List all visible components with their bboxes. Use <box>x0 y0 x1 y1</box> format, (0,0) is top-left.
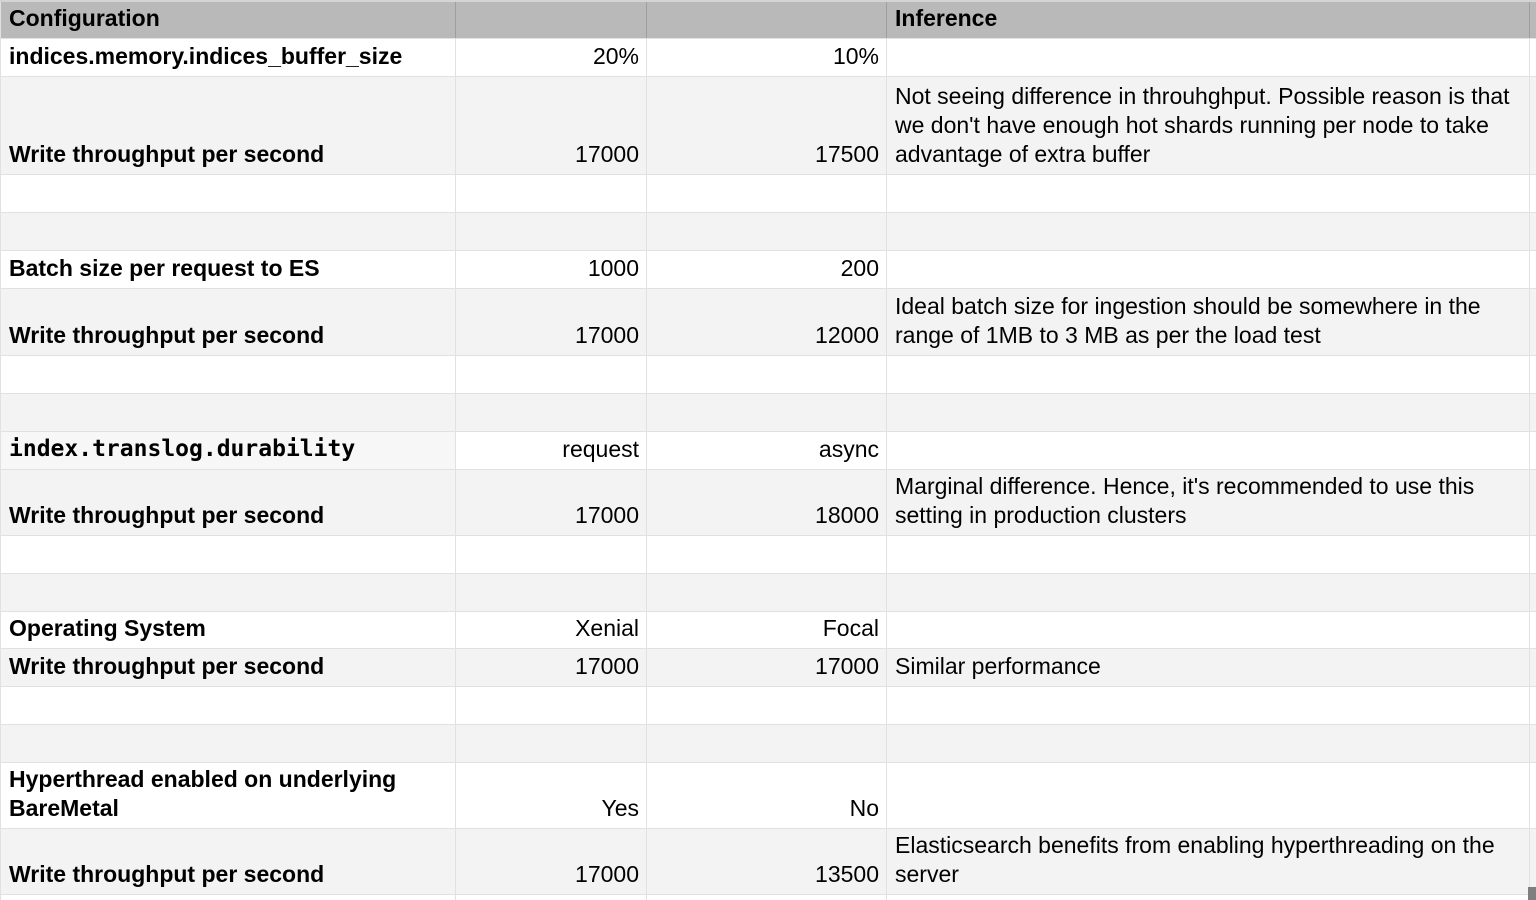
table-cell[interactable] <box>647 536 887 574</box>
table-cell[interactable] <box>647 895 887 900</box>
table-cell[interactable] <box>1 394 456 432</box>
table-cell[interactable] <box>1 687 456 725</box>
table-row <box>1 432 1536 470</box>
table-cell[interactable] <box>647 687 887 725</box>
table-cell[interactable] <box>647 725 887 763</box>
table-cell[interactable]: 200 <box>647 251 887 289</box>
table-row <box>1 687 1536 725</box>
table-cell[interactable]: Batch size per request to ES <box>1 251 456 289</box>
table-cell[interactable]: Ideal batch size for ingestion should be somewhere in the range of 1MB to 3 MB as per the load test <box>887 289 1530 356</box>
table-row <box>1 289 1536 356</box>
table-cell[interactable] <box>887 612 1530 649</box>
table-cell[interactable] <box>1530 39 1536 77</box>
table-cell[interactable] <box>887 394 1530 432</box>
table-cell[interactable] <box>456 895 647 900</box>
table-cell[interactable] <box>1530 649 1536 687</box>
table-cell[interactable] <box>1530 612 1536 649</box>
header-row <box>1 1 1536 39</box>
table-cell[interactable]: 17000 <box>456 649 647 687</box>
table-cell[interactable] <box>887 763 1530 829</box>
table-cell[interactable] <box>1530 574 1536 612</box>
table-cell[interactable] <box>1530 289 1536 356</box>
table-cell[interactable]: Write throughput per second <box>1 289 456 356</box>
table-cell[interactable] <box>1 895 456 900</box>
table-cell[interactable] <box>647 356 887 394</box>
table-cell[interactable] <box>887 687 1530 725</box>
table-cell[interactable] <box>456 356 647 394</box>
table-cell[interactable]: 13500 <box>647 829 887 895</box>
table-cell[interactable] <box>647 213 887 251</box>
table-cell[interactable] <box>1530 725 1536 763</box>
table-row <box>1 574 1536 612</box>
table-row <box>1 649 1536 687</box>
table-cell[interactable]: 18000 <box>647 470 887 536</box>
table-cell[interactable] <box>887 725 1530 763</box>
table-cell[interactable] <box>1530 251 1536 289</box>
table-cell[interactable] <box>1530 763 1536 829</box>
table-cell[interactable]: Similar performance <box>887 649 1530 687</box>
table-cell[interactable]: 1000 <box>456 251 647 289</box>
table-cell[interactable] <box>887 251 1530 289</box>
table-cell[interactable]: request <box>456 432 647 470</box>
table-cell[interactable] <box>456 687 647 725</box>
table-cell[interactable] <box>456 574 647 612</box>
table-cell[interactable]: async <box>647 432 887 470</box>
table-cell[interactable] <box>1 356 456 394</box>
table-cell[interactable] <box>1530 470 1536 536</box>
table-cell[interactable]: Write throughput per second <box>1 77 456 175</box>
table-cell[interactable]: Not seeing difference in throuhghput. Possible reason is that we don't have enough hot shards running per node to take advantage of extra buffer <box>887 77 1530 175</box>
table-row <box>1 39 1536 77</box>
table-row <box>1 251 1536 289</box>
scrollbar-corner-thumb[interactable] <box>1528 887 1536 900</box>
column-header[interactable] <box>1530 1 1536 39</box>
table-cell[interactable] <box>887 574 1530 612</box>
table-cell[interactable]: Write throughput per second <box>1 829 456 895</box>
table-cell[interactable]: 17000 <box>456 289 647 356</box>
table-cell[interactable]: No <box>647 763 887 829</box>
table-cell[interactable] <box>1 536 456 574</box>
table-cell[interactable] <box>887 536 1530 574</box>
table-cell[interactable] <box>456 175 647 213</box>
table-row <box>1 725 1536 763</box>
table-row <box>1 213 1536 251</box>
table-cell[interactable] <box>1530 175 1536 213</box>
table-cell[interactable]: Operating System <box>1 612 456 649</box>
table-cell[interactable] <box>456 213 647 251</box>
column-header-inference[interactable]: Inference <box>887 1 1530 39</box>
table-cell[interactable] <box>1530 536 1536 574</box>
table-cell[interactable]: 17000 <box>456 470 647 536</box>
table-cell[interactable] <box>1530 356 1536 394</box>
table-cell[interactable]: 12000 <box>647 289 887 356</box>
table-row <box>1 895 1536 900</box>
table-cell[interactable]: Yes <box>456 763 647 829</box>
table-cell[interactable] <box>887 895 1530 900</box>
table-cell[interactable] <box>887 356 1530 394</box>
table-cell[interactable]: Xenial <box>456 612 647 649</box>
table-cell[interactable] <box>887 432 1530 470</box>
table-row <box>1 356 1536 394</box>
table-cell[interactable] <box>1 175 456 213</box>
table-row <box>1 763 1536 829</box>
table-cell[interactable]: 17000 <box>456 829 647 895</box>
table-cell[interactable] <box>1530 394 1536 432</box>
table-cell[interactable]: Focal <box>647 612 887 649</box>
table-row <box>1 394 1536 432</box>
table-cell[interactable] <box>1530 432 1536 470</box>
table-cell[interactable]: 17000 <box>647 649 887 687</box>
table-cell[interactable]: Marginal difference. Hence, it's recommended to use this setting in production clusters <box>887 470 1530 536</box>
table-cell[interactable] <box>1530 213 1536 251</box>
table-cell[interactable] <box>647 574 887 612</box>
table-row <box>1 612 1536 649</box>
table-row <box>1 77 1536 175</box>
column-header-configuration[interactable]: Configuration <box>1 1 456 39</box>
table-cell[interactable] <box>887 175 1530 213</box>
column-header-value-2[interactable] <box>647 1 887 39</box>
table-cell[interactable] <box>1530 687 1536 725</box>
table-row <box>1 829 1536 895</box>
table-row <box>1 536 1536 574</box>
table-cell[interactable] <box>1530 829 1536 895</box>
table-cell[interactable] <box>456 725 647 763</box>
table-cell[interactable]: index.translog.durability <box>1 432 456 470</box>
table-cell[interactable]: 17000 <box>456 77 647 175</box>
table-cell[interactable] <box>456 394 647 432</box>
table-cell[interactable] <box>1 725 456 763</box>
table-cell[interactable] <box>647 394 887 432</box>
table-cell[interactable] <box>887 39 1530 77</box>
table-cell[interactable]: 10% <box>647 39 887 77</box>
table-cell[interactable]: Hyperthread enabled on underlying BareMetal <box>1 763 456 829</box>
table-row <box>1 175 1536 213</box>
table-cell[interactable]: Write throughput per second <box>1 649 456 687</box>
table-cell[interactable]: 17500 <box>647 77 887 175</box>
column-header-value-1[interactable] <box>456 1 647 39</box>
table-cell[interactable] <box>1 574 456 612</box>
table-cell[interactable]: 20% <box>456 39 647 77</box>
table-cell[interactable] <box>647 175 887 213</box>
table-cell[interactable] <box>887 213 1530 251</box>
table-cell[interactable]: Write throughput per second <box>1 470 456 536</box>
table-cell[interactable]: indices.memory.indices_buffer_size <box>1 39 456 77</box>
table-row <box>1 470 1536 536</box>
table-cell[interactable] <box>1530 77 1536 175</box>
table-cell[interactable] <box>456 536 647 574</box>
table-cell[interactable] <box>1 213 456 251</box>
table-cell[interactable]: Elasticsearch benefits from enabling hyperthreading on the server <box>887 829 1530 895</box>
